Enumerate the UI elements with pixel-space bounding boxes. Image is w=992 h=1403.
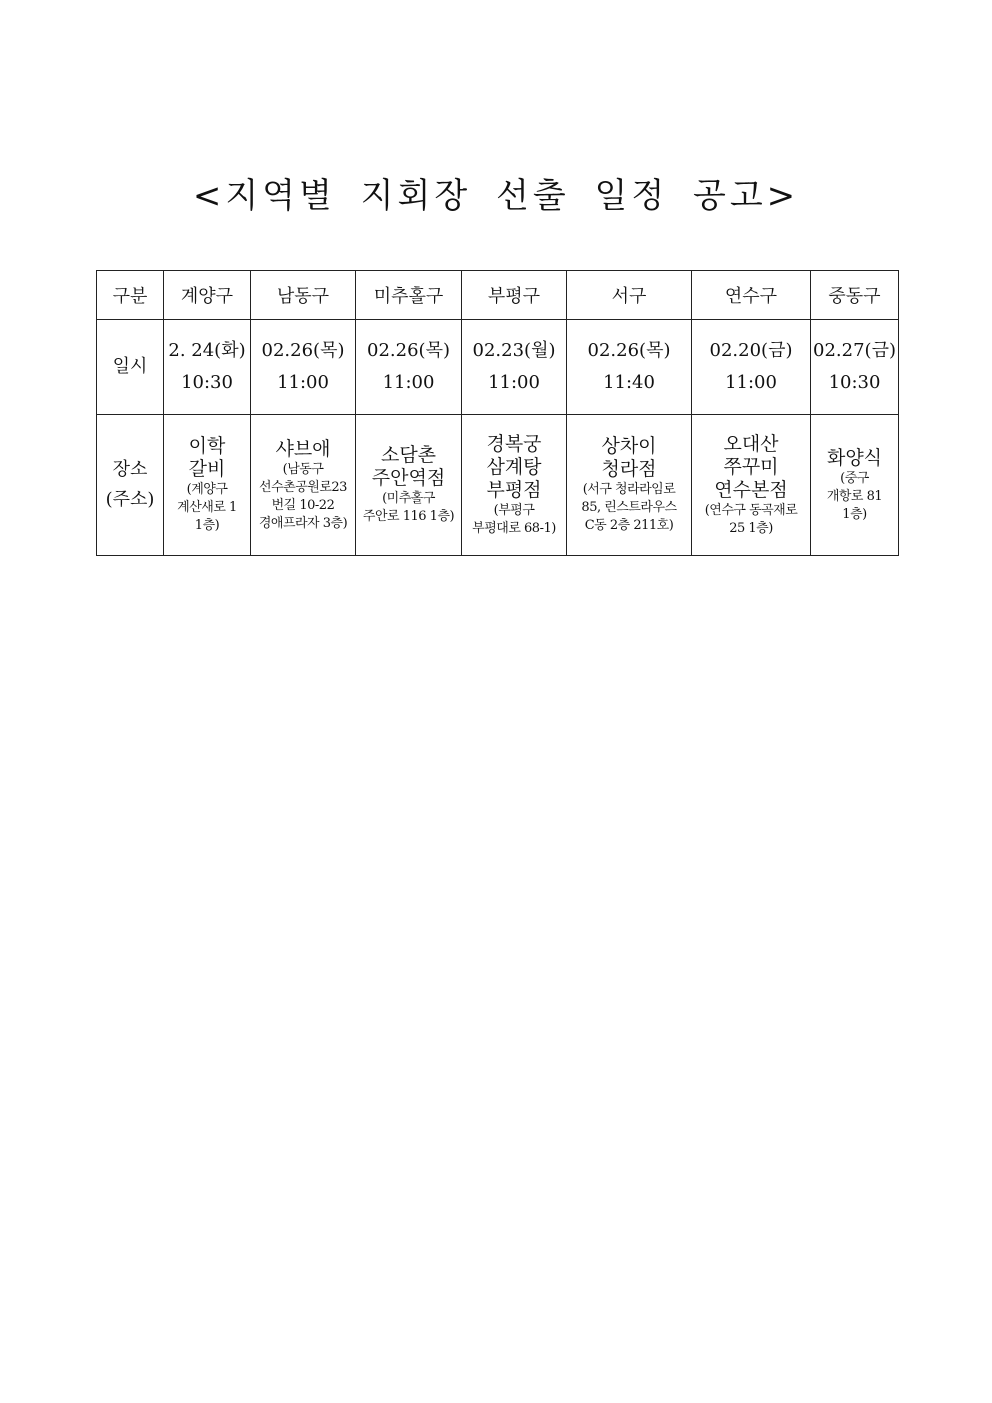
header-label-cell: 구분 bbox=[97, 271, 164, 320]
place-address: (연수구 동곡재로 bbox=[704, 502, 798, 518]
place-name: 부평점 bbox=[486, 478, 542, 501]
place-name: 오대산 bbox=[723, 432, 779, 455]
district-header-cell: 미추홀구 bbox=[356, 271, 462, 320]
place-address: 부평대로 68-1) bbox=[472, 520, 556, 536]
page-title: <지역별 지회장 선출 일정 공고> bbox=[192, 176, 800, 216]
place-address: 주안로 116 1층) bbox=[362, 509, 455, 524]
time-text: 10:30 bbox=[828, 372, 881, 393]
place-address: 선수촌공원로23 bbox=[259, 479, 347, 495]
date-cell bbox=[692, 320, 811, 415]
place-address: (부평구 bbox=[493, 502, 535, 518]
place-address: (미추홀구 bbox=[382, 491, 435, 506]
district-header-cell: 남동구 bbox=[251, 271, 356, 320]
place-address: 번길 10-22 bbox=[271, 497, 335, 513]
place-name: 연수본점 bbox=[714, 478, 788, 501]
place-address: 1층) bbox=[842, 506, 867, 522]
time-text: 11:40 bbox=[603, 372, 655, 393]
time-text: 11:00 bbox=[382, 372, 435, 393]
place-name: 경복궁 bbox=[486, 432, 542, 455]
place-name: 상차이 bbox=[601, 435, 657, 457]
place-address: (서구 청라라임로 bbox=[582, 482, 676, 497]
date-cell bbox=[356, 320, 462, 415]
place-cell bbox=[251, 415, 356, 556]
place-address: 개항로 81 bbox=[826, 488, 883, 504]
district-header-cell: 계양구 bbox=[164, 271, 251, 320]
place-name: 샤브애 bbox=[275, 437, 331, 460]
place-cell bbox=[567, 415, 692, 556]
district-header-cell: 부평구 bbox=[462, 271, 567, 320]
time-text: 11:00 bbox=[277, 372, 329, 393]
date-cell bbox=[251, 320, 356, 415]
place-cell bbox=[462, 415, 567, 556]
district-header-cell: 중동구 bbox=[811, 271, 899, 320]
place-address: 85, 린스트라우스 bbox=[581, 500, 677, 515]
table-header-row bbox=[97, 271, 899, 320]
place-row bbox=[97, 415, 899, 556]
place-name: 이학 bbox=[188, 435, 226, 457]
time-text: 11:00 bbox=[725, 372, 777, 393]
place-name: 주안역점 bbox=[371, 467, 446, 489]
date-text: 02.27(금) bbox=[813, 340, 896, 361]
place-name: 청라점 bbox=[601, 458, 657, 480]
date-text: 02.23(월) bbox=[472, 340, 556, 361]
place-address: (계양구 bbox=[186, 482, 228, 497]
place-name: 갈비 bbox=[188, 458, 226, 480]
time-text: 10:30 bbox=[181, 372, 233, 393]
date-text: 2. 24(화) bbox=[168, 340, 246, 361]
time-text: 11:00 bbox=[488, 372, 540, 393]
place-cell bbox=[356, 415, 462, 556]
place-address: 1층) bbox=[194, 518, 220, 533]
district-header-cell: 서구 bbox=[567, 271, 692, 320]
schedule-table bbox=[96, 270, 899, 556]
place-address: 계산새로 1 bbox=[177, 500, 237, 515]
place-name: 소담촌 bbox=[380, 444, 437, 466]
place-address: 25 1층) bbox=[729, 520, 773, 536]
date-cell bbox=[811, 320, 899, 415]
date-row bbox=[97, 320, 899, 415]
place-name: 삼계탕 bbox=[486, 455, 542, 478]
place-cell bbox=[811, 415, 899, 556]
place-label-cell bbox=[97, 415, 164, 556]
date-text: 02.26(목) bbox=[587, 340, 671, 361]
date-label-cell: 일시 bbox=[97, 320, 164, 415]
place-name: 쭈꾸미 bbox=[723, 455, 779, 478]
place-cell bbox=[164, 415, 251, 556]
date-text: 02.26(목) bbox=[261, 340, 345, 361]
date-cell bbox=[462, 320, 567, 415]
place-address: (남동구 bbox=[282, 461, 324, 477]
place-address: 경애프라자 3층) bbox=[258, 515, 348, 531]
date-cell bbox=[164, 320, 251, 415]
date-text: 02.20(금) bbox=[709, 340, 793, 361]
place-address: (중구 bbox=[840, 470, 869, 486]
place-label-sub-text: (주소) bbox=[105, 489, 155, 510]
place-name: 화양식 bbox=[826, 446, 883, 469]
date-text: 02.26(목) bbox=[367, 340, 450, 361]
place-cell bbox=[692, 415, 811, 556]
date-cell bbox=[567, 320, 692, 415]
place-address: C동 2층 211호) bbox=[584, 518, 674, 533]
place-label-text: 장소 bbox=[112, 459, 148, 480]
district-header-cell: 연수구 bbox=[692, 271, 811, 320]
